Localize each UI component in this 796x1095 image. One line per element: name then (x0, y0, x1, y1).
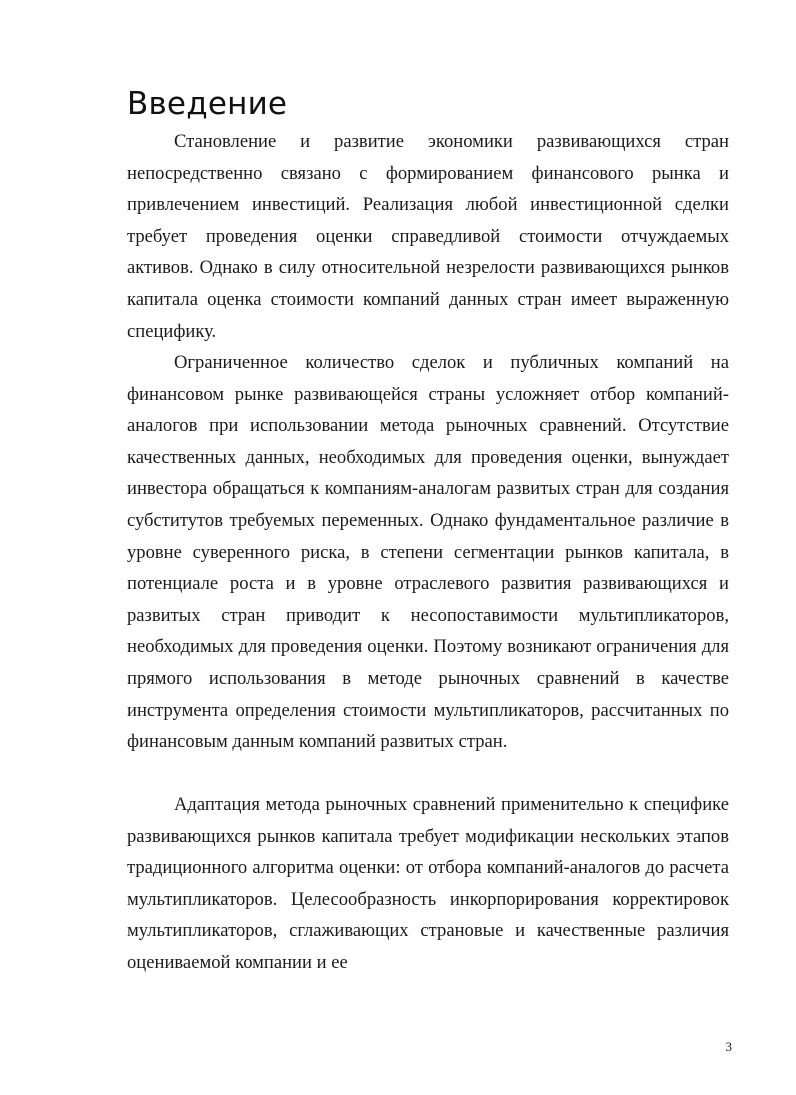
section-heading: Введение (127, 86, 288, 122)
paragraph-2: Ограниченное количество сделок и публичных компаний на финансовом рынке развивающейся страны усложняет отбор компаний-аналогов при использовании метода рыночных сравнений. Отсутствие качественных данных, необходимых для проведения оценки, вынуждает инвестора обращаться к компаниям-аналогам развитых стран для создания субститутов требуемых переменных. Однако фундаментальное различие в уровне суверенного риска, в степени сегментации рынков капитала, в потенциале роста и в уровне отраслевого развития развивающихся и развитых стран приводит к несопоставимости мультипликаторов, необходимых для проведения оценки. Поэтому возникают ограничения для прямого использования в методе рыночных сравнений в качестве инструмента определения стоимости мультипликаторов, рассчитанных по финансовым данным компаний развитых стран. (127, 352, 729, 753)
paragraph-3: Адаптация метода рыночных сравнений применительно к специфике развивающихся рынков капитала требует модификации нескольких этапов традиционного алгоритма оценки: от отбора компаний-аналогов до расчета мультипликаторов. Целесообразность инкорпорирования корректировок мультипликаторов, сглаживающих страновые и качественные различия оцениваемой компании и ее (127, 794, 729, 973)
page-number: 3 (725, 1039, 732, 1054)
paragraph-1: Становление и развитие экономики развивающихся стран непосредственно связано с формированием финансового рынка и привлечением инвестиций. Реализация любой инвестиционной сделки требует проведения оценки справедливой стоимости отчуждаемых активов. Однако в силу относительной незрелости развивающихся рынков капитала оценка стоимости компаний данных стран имеет выраженную специфику. (127, 131, 729, 342)
